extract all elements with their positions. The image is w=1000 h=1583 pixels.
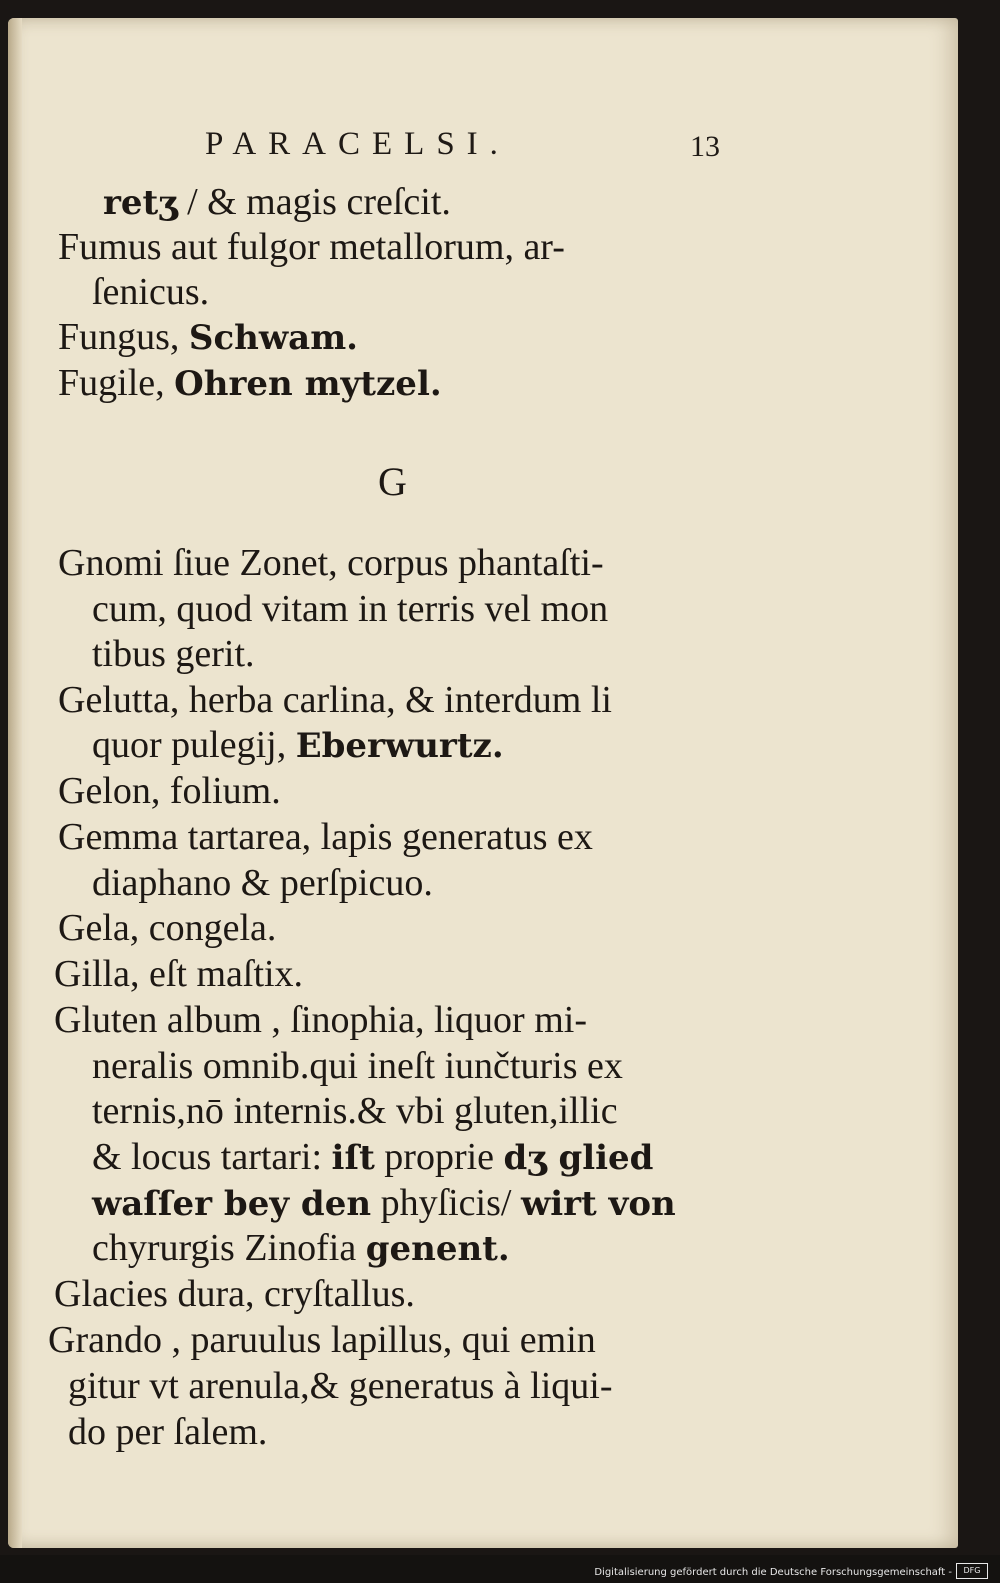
text-line (92, 726, 504, 764)
latin-text: phyſicis/ (380, 1182, 512, 1224)
latin-text: chyrurgis Zinofia (92, 1227, 357, 1269)
text-line (92, 590, 608, 628)
latin-text: Gnomi ſiue Zonet, corpus phantaſti- (58, 542, 604, 584)
latin-text: gitur vt arenula,& generatus à liqui- (68, 1365, 613, 1407)
latin-text: quor pulegij, (92, 724, 287, 766)
text-line (92, 1138, 653, 1176)
page-header (8, 118, 958, 168)
page-spine-shadow (8, 18, 22, 1548)
text-line (58, 228, 565, 266)
text-line (68, 1413, 267, 1451)
latin-text: tibus gerit. (92, 633, 255, 675)
text-line (58, 318, 358, 356)
latin-text: ternis,nō internis.& vbi gluten,illic (92, 1090, 618, 1132)
text-line (103, 183, 451, 221)
latin-text: cum, quod vitam in terris vel mon (92, 588, 609, 630)
latin-text: diaphano & perſpicuo. (92, 862, 433, 904)
latin-text: ſenicus. (92, 271, 210, 313)
text-line (92, 1092, 618, 1130)
blackletter-text: Eberwurtz. (295, 726, 504, 766)
blackletter-text: retʒ (103, 183, 178, 223)
blackletter-text: dʒ glied (503, 1138, 654, 1178)
text-line (54, 1275, 415, 1313)
latin-text: Fungus, (58, 316, 180, 358)
blackletter-text: iſt (331, 1138, 375, 1178)
footer-bar (0, 1555, 1000, 1583)
text-line (92, 273, 209, 311)
text-line (58, 772, 281, 810)
text-line (58, 544, 604, 582)
latin-text: Gelutta, herba carlina, & interdum li (58, 679, 612, 721)
latin-text: Gilla, eſt maſtix. (54, 953, 304, 995)
text-line (92, 1229, 510, 1267)
blackletter-text: genent. (365, 1229, 510, 1269)
text-line (92, 864, 433, 902)
latin-text: / & magis creſcit. (187, 181, 451, 223)
book-page (8, 18, 958, 1548)
text-line (58, 681, 612, 719)
running-title: PARACELSI. (205, 126, 510, 162)
latin-text: Glacies dura, cryſtallus. (54, 1273, 415, 1315)
footer-credit: Digitalisierung gefördert durch die Deutsche Forschungsgemeinschaft - (594, 1567, 952, 1578)
latin-text: proprie (384, 1136, 495, 1178)
text-line (92, 1184, 676, 1222)
latin-text: neralis omnib.qui ineſt iunčturis ex (92, 1045, 623, 1087)
section-letter: G (378, 459, 407, 504)
dfg-logo: DFG (956, 1563, 988, 1579)
latin-text: Grando , paruulus lapillus, qui emin (48, 1319, 596, 1361)
latin-text: & locus tartari: (92, 1136, 323, 1178)
text-line (68, 1367, 613, 1405)
latin-text: Fumus aut fulgor metallorum, ar- (58, 226, 565, 268)
text-line (54, 1001, 587, 1039)
latin-text: Fugile, (58, 362, 165, 404)
text-line (48, 1321, 596, 1359)
text-line (58, 909, 276, 947)
latin-text: Gelon, folium. (58, 770, 281, 812)
text-line (92, 635, 255, 673)
latin-text: Gela, congela. (58, 907, 277, 949)
page-number: 13 (690, 130, 720, 163)
text-line (54, 955, 303, 993)
latin-text: do per ſalem. (68, 1411, 268, 1453)
blackletter-text: wirt von (520, 1184, 676, 1224)
latin-text: Gluten album , ſinophia, liquor mi- (54, 999, 587, 1041)
text-line (92, 1047, 623, 1085)
blackletter-text: Schwam. (188, 318, 359, 358)
text-line (58, 818, 593, 856)
blackletter-text: waſſer bey den (92, 1184, 372, 1224)
text-line (58, 364, 442, 402)
latin-text: Gemma tartarea, lapis generatus ex (58, 816, 593, 858)
blackletter-text: Ohren mytzel. (174, 364, 442, 404)
